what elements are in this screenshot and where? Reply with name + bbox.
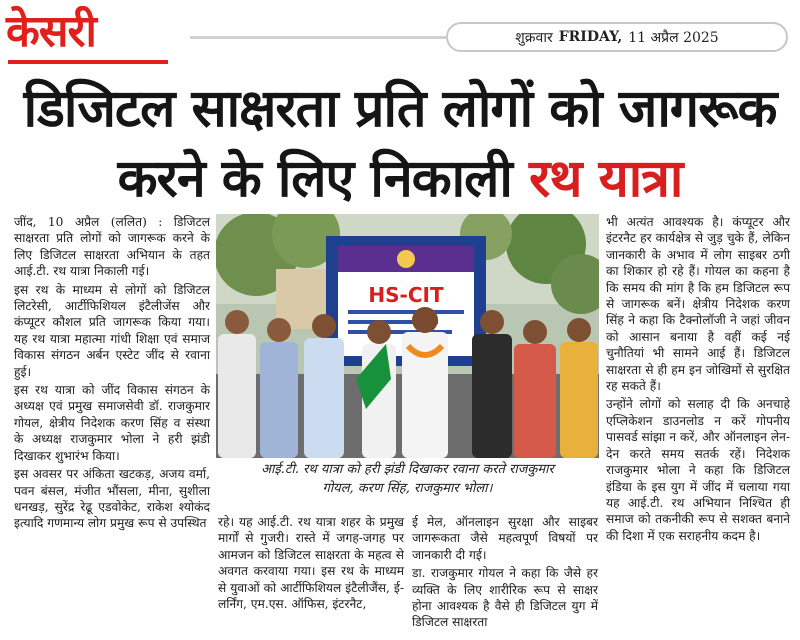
banner-text: HS-CIT — [368, 283, 444, 307]
headline-line-2 — [10, 144, 790, 214]
day-english: FRIDAY, — [558, 29, 623, 45]
article-paragraph: ई मेल, ऑनलाइन सुरक्षा और साइबर जागरूकता जैसे महत्वपूर्ण विषयों पर जानकारी दी गई। — [412, 515, 598, 562]
rath-yatra-photo-illustration — [216, 214, 599, 458]
headline-line-2-black: करने के लिए निकाली — [117, 149, 512, 209]
article-paragraph: उन्होंने लोगों को सलाह दी कि अनचाहे एप्लिकेशन डाउनलोड न करें गोपनीय पासवर्ड सांझा न करें, और ऑनलाइन लेन-देन करते समय सतर्क रहें। निदेशक राजकुमार भोला ने कहा कि डिजिटल इंडिया के इस युग में जींद में चलाया गया यह आई.टी. रथ अभियान निश्चित ही समाज को तकनीकी रूप से सशक्त बनाने की दिशा में एक सराहनीय कदम है। — [606, 397, 790, 543]
dateline-bar — [190, 36, 446, 39]
headline — [10, 74, 790, 214]
photo-caption — [216, 460, 599, 506]
article-column-right — [606, 214, 790, 546]
date: 11 अप्रैल 2025 — [628, 29, 719, 46]
headline-line-2-red: रथ यात्रा — [528, 149, 683, 209]
newspaper-logo: केसरी — [6, 6, 96, 57]
logo-underline — [8, 60, 168, 64]
article-paragraph: भी अत्यंत आवश्यक है। कंप्यूटर और इंटरनैट हर कार्यक्षेत्र से जुड़ चुके हैं, लेकिन जानकारी के अभाव में लोग साइबर ठगी का शिकार हो रहे हैं। गोयल का कहना है कि समय की मांग है कि हम डिजिटल रूप से जागरूक बनें। क्षेत्रीय निदेशक करण सिंह ने कहा कि टैक्नोलॉजी ने जहां जीवन को आसान बनाया है वहीं कई नई चुनौतियां भी सामने आई हैं। डिजिटल साक्षरता से ही हम इन जोखिमों से सुरक्षित रह सकते हैं। — [606, 215, 790, 394]
article-paragraph: इस अवसर पर अंकिता खटकड़, अजय वर्मा, पवन बंसल, मंजीत भौंसला, मीना, सुशीला धनखड़, सुरेंद्र रेढू एडवोकेट, राकेश श्योकंद इत्यादि गणमान्य लोग प्रमुख रूप से उपस्थित — [14, 467, 210, 531]
article-column-left — [14, 214, 210, 534]
article-paragraph: रहे। यह आई.टी. रथ यात्रा शहर के प्रमुख मार्गों से गुजरी। रास्ते में जगह-जगह पर आमजन को डिजिटल साक्षरता के महत्व से अवगत करवाया गया। इस रथ के माध्यम से युवाओं को आर्टीफिशियल इंटैलीजैंस, ई-लर्निंग, एम.एस. ऑफिस, इंटरनैट, — [218, 515, 404, 612]
article-paragraph: इस रथ के माध्यम से लोगों को डिजिटल लिटरेसी, आर्टीफिशियल इंटैलीजेंस और कंप्यूटर कौशल प्रति जागरूक किया गया। यह रथ यात्रा महात्मा गांधी शिक्षा एवं समाज विकास संगठन अर्बन एस्टेट जींद से रवाना हुई। — [14, 282, 210, 379]
day-hindi: शुक्रवार — [515, 29, 553, 46]
news-photo — [216, 214, 599, 458]
masthead — [0, 0, 800, 72]
article-paragraph: जींद, 10 अप्रैल (ललित) : डिजिटल साक्षरता प्रति लोगों को जागरूक करने के लिए डिजिटल साक्षरता अभियान के तहत आई.टी. रथ यात्रा निकाली गई। — [14, 215, 210, 279]
article-paragraph: डा. राजकुमार गोयल ने कहा कि जैसे हर व्यक्ति के लिए शारीरिक रूप से साक्षर होना आवश्यक है वैसे ही डिजिटल युग में डिजिटल साक्षरता — [412, 566, 598, 630]
logo-area — [0, 0, 190, 70]
article-column-middle-1 — [218, 514, 404, 614]
caption-line-1: आई.टी. रथ यात्रा को हरी झंडी दिखाकर रवाना करते राजकुमार — [261, 462, 554, 477]
dateline — [446, 22, 788, 52]
article-paragraph: इस रथ यात्रा को जींद विकास संगठन के अध्यक्ष एवं प्रमुख समाजसेवी डॉ. राजकुमार गोयल, क्षेत्रीय निदेशक करण सिंह व संस्था के अध्यक्ष राजकुमार भोला ने हरी झंडी दिखाकर शुभारंभ किया। — [14, 383, 210, 463]
caption-line-2: गोयल, करण सिंह, राजकुमार भोला। — [322, 481, 493, 496]
headline-line-1: डिजिटल साक्षरता प्रति लोगों को जागरूक — [23, 79, 777, 139]
article-column-middle-2 — [412, 514, 598, 633]
